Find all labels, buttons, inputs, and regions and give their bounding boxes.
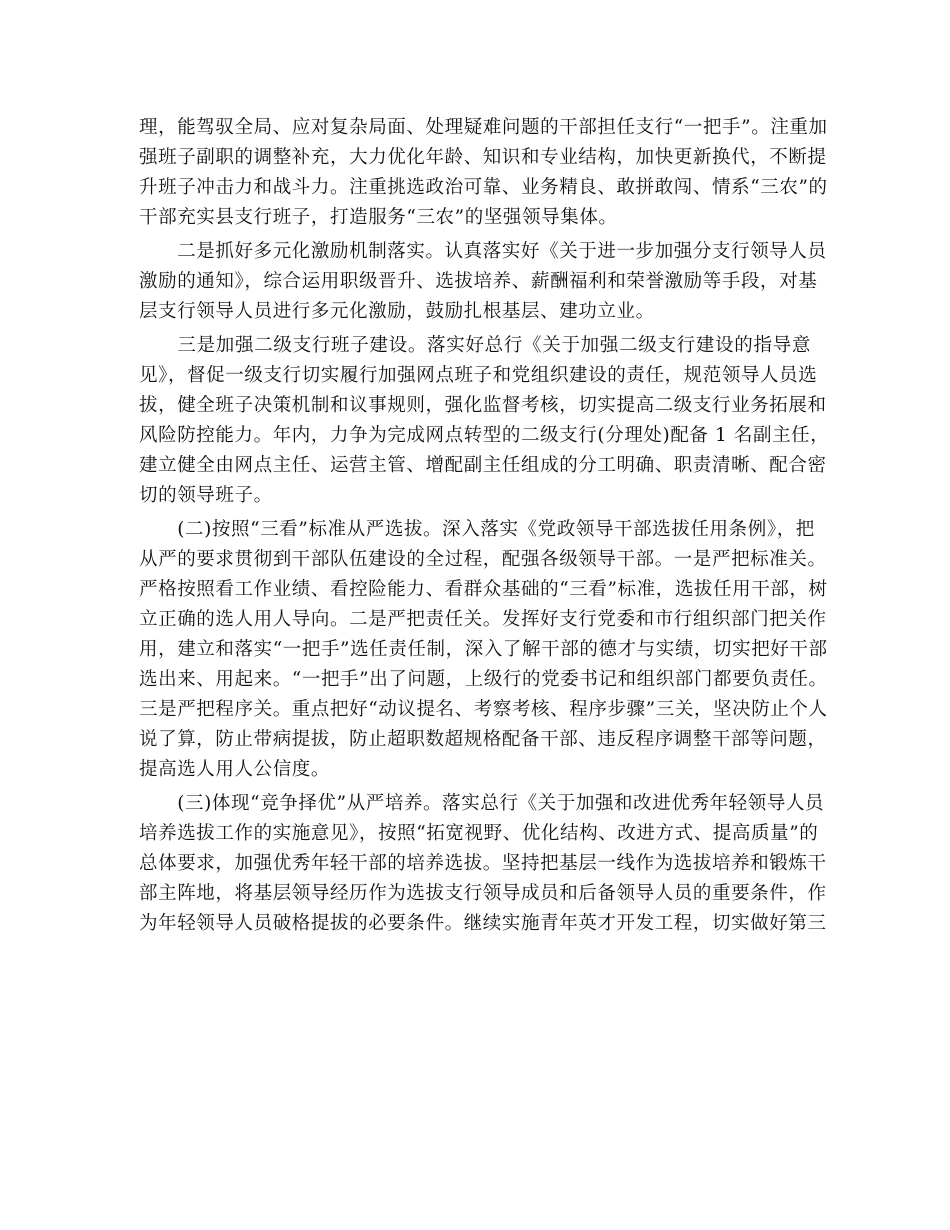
text-line: 严格按照看工作业绩、看控险能力、看群众基础的“三看”标准，选拔任用干部，树 [139, 579, 828, 600]
document-body [139, 113, 830, 939]
text-line: 切的领导班子。 [139, 485, 273, 506]
text-line: 总体要求，加强优秀年轻干部的培养选拔。坚持把基层一线作为选拔培养和锻炼干 [139, 853, 827, 874]
text-line: 三是严把程序关。重点把好“动议提名、考察考核、程序步骤”三关，坚决防止个人 [139, 699, 828, 720]
text-line: 拔，健全班子决策机制和议事规则，强化监督考核，切实提高二级支行业务拓展和 [139, 395, 827, 416]
paragraph-1 [139, 113, 828, 233]
text-line: 提高选人用人公信度。 [139, 759, 331, 780]
text-line: 培养选拔工作的实施意见》，按照“拓宽视野、优化结构、改进方式、提高质量”的 [139, 823, 819, 844]
text-line: 强班子副职的调整补充，大力优化年龄、知识和专业结构，加快更新换代，不断提 [139, 147, 827, 168]
text-line: 从严的要求贯彻到干部队伍建设的全过程，配强各级领导干部。一是严把标准关。 [139, 549, 827, 570]
paragraph-2 [139, 237, 827, 327]
text-line: (三)体现“竞争择优”从严培养。落实总行《关于加强和改进优秀年轻领导人员 [139, 793, 825, 814]
paragraph-5 [139, 789, 827, 939]
text-line: 层支行领导人员进行多元化激励，鼓励扎根基层、建功立业。 [139, 301, 655, 322]
paragraph-4 [139, 515, 828, 785]
text-line: 建立健全由网点主任、运营主管、增配副主任组成的分工明确、职责清晰、配合密 [139, 455, 827, 476]
text-line: 为年轻领导人员破格提拔的必要条件。继续实施青年英才开发工程，切实做好第三 [139, 913, 827, 934]
text-line: 见》，督促一级支行切实履行加强网点班子和党组织建设的责任，规范领导人员选 [139, 365, 818, 386]
text-line: 立正确的选人用人导向。二是严把责任关。发挥好支行党委和市行组织部门把关作 [139, 609, 827, 630]
text-line: 激励的通知》，综合运用职级晋升、选拔培养、薪酬福利和荣誉激励等手段，对基 [139, 271, 818, 292]
text-line: 用，建立和落实“一把手”选任责任制，深入了解干部的德才与实绩，切实把好干部 [139, 639, 828, 660]
paragraph-3 [139, 331, 830, 511]
text-line: 升班子冲击力和战斗力。注重挑选政治可靠、业务精良、敢拼敢闯、情系“三农”的 [139, 177, 828, 198]
text-line: (二)按照“三看”标准从严选拔。深入落实《党政领导干部选拔任用条例》，把 [139, 519, 815, 540]
text-line: 二是抓好多元化激励机制落实。认真落实好《关于进一步加强分支行领导人员 [139, 241, 827, 262]
text-line: 干部充实县支行班子，打造服务“三农”的坚强领导集体。 [139, 207, 618, 228]
text-line: 说了算，防止带病提拔，防止超职数超规格配备干部、违反程序调整干部等问题， [139, 729, 827, 750]
text-line: 三是加强二级支行班子建设。落实好总行《关于加强二级支行建设的指导意 [139, 335, 811, 356]
text-line: 选出来、用起来。“一把手”出了问题，上级行的党委书记和组织部门都要负责任。 [139, 669, 828, 690]
text-line: 部主阵地，将基层领导经历作为选拔支行领导成员和后备领导人员的重要条件，作 [139, 883, 827, 904]
text-line: 理，能驾驭全局、应对复杂局面、处理疑难问题的干部担任支行“一把手”。注重加 [139, 117, 828, 138]
text-line: 风险防控能力。年内，力争为完成网点转型的二级支行(分理处)配备 1 名副主任， [139, 425, 830, 446]
